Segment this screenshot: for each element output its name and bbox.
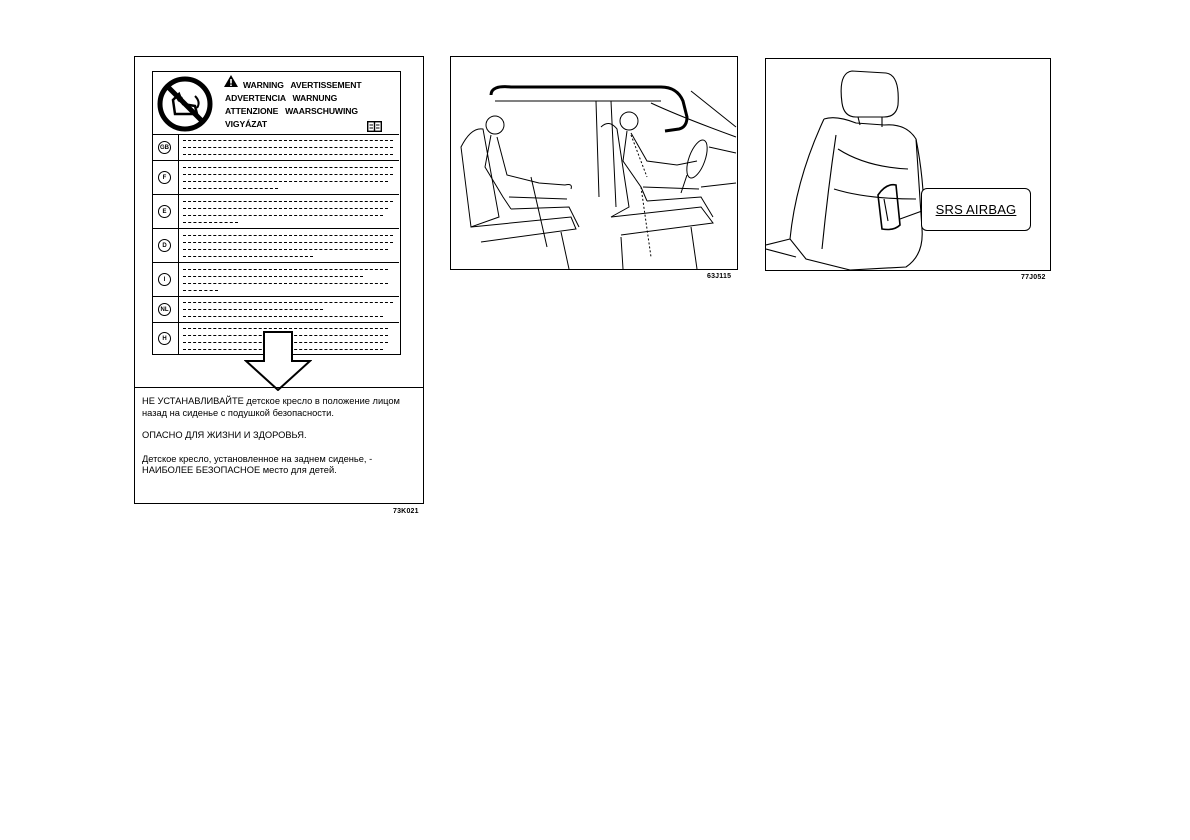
language-badge: GB (158, 141, 171, 154)
label-divider (135, 387, 423, 388)
language-badge: H (158, 332, 171, 345)
srs-airbag-callout (921, 188, 1031, 231)
russian-paragraph-3: Детское кресло, установленное на заднем сиденье, - НАИБОЛЕЕ БЕЗОПАСНОЕ место для детей. (142, 453, 373, 475)
language-badge: I (158, 273, 171, 286)
language-row-nl (153, 296, 399, 323)
language-badge: E (158, 205, 171, 218)
warning-line-3: ATTENZIONE WAARSCHUWING (225, 106, 358, 116)
manual-book-icon (367, 121, 382, 132)
warning-line-4: VIGYÁZAT (225, 119, 268, 129)
curtain-airbag-occupants-illustration (451, 57, 737, 269)
warning-line-1: WARNING AVERTISSEMENT (243, 80, 362, 90)
language-row-f (153, 160, 399, 195)
warning-triangle-icon (224, 75, 238, 87)
figure-code-seat: 77J052 (1021, 274, 1046, 281)
russian-paragraph-1: НЕ УСТАНАВЛИВАЙТЕ детское кресло в положение лицом назад на сиденье с подушкой безопасности. (142, 396, 400, 418)
figure-code-car: 63J115 (707, 273, 732, 280)
language-row-gb (153, 134, 399, 161)
language-badge: NL (158, 303, 171, 316)
language-badge: D (158, 239, 171, 252)
seat-airbag-figure (765, 58, 1051, 271)
seat-side-airbag-illustration (766, 59, 1050, 270)
down-arrow-icon (244, 331, 312, 391)
language-row-i (153, 262, 399, 297)
language-badge: F (158, 171, 171, 184)
language-row-e (153, 194, 399, 229)
car-interior-figure (450, 56, 738, 270)
russian-paragraph-2: ОПАСНО ДЛЯ ЖИЗНИ И ЗДОРОВЬЯ. (142, 430, 307, 440)
figure-code-label: 73K021 (393, 508, 419, 515)
language-row-d (153, 228, 399, 263)
srs-airbag-label: SRS AIRBAG (935, 202, 1017, 217)
russian-warning-text (142, 396, 422, 477)
no-rear-facing-child-seat-icon (157, 76, 213, 132)
warning-label-panel (152, 71, 401, 355)
warning-line-2: ADVERTENCIA WARNUNG (225, 93, 338, 103)
